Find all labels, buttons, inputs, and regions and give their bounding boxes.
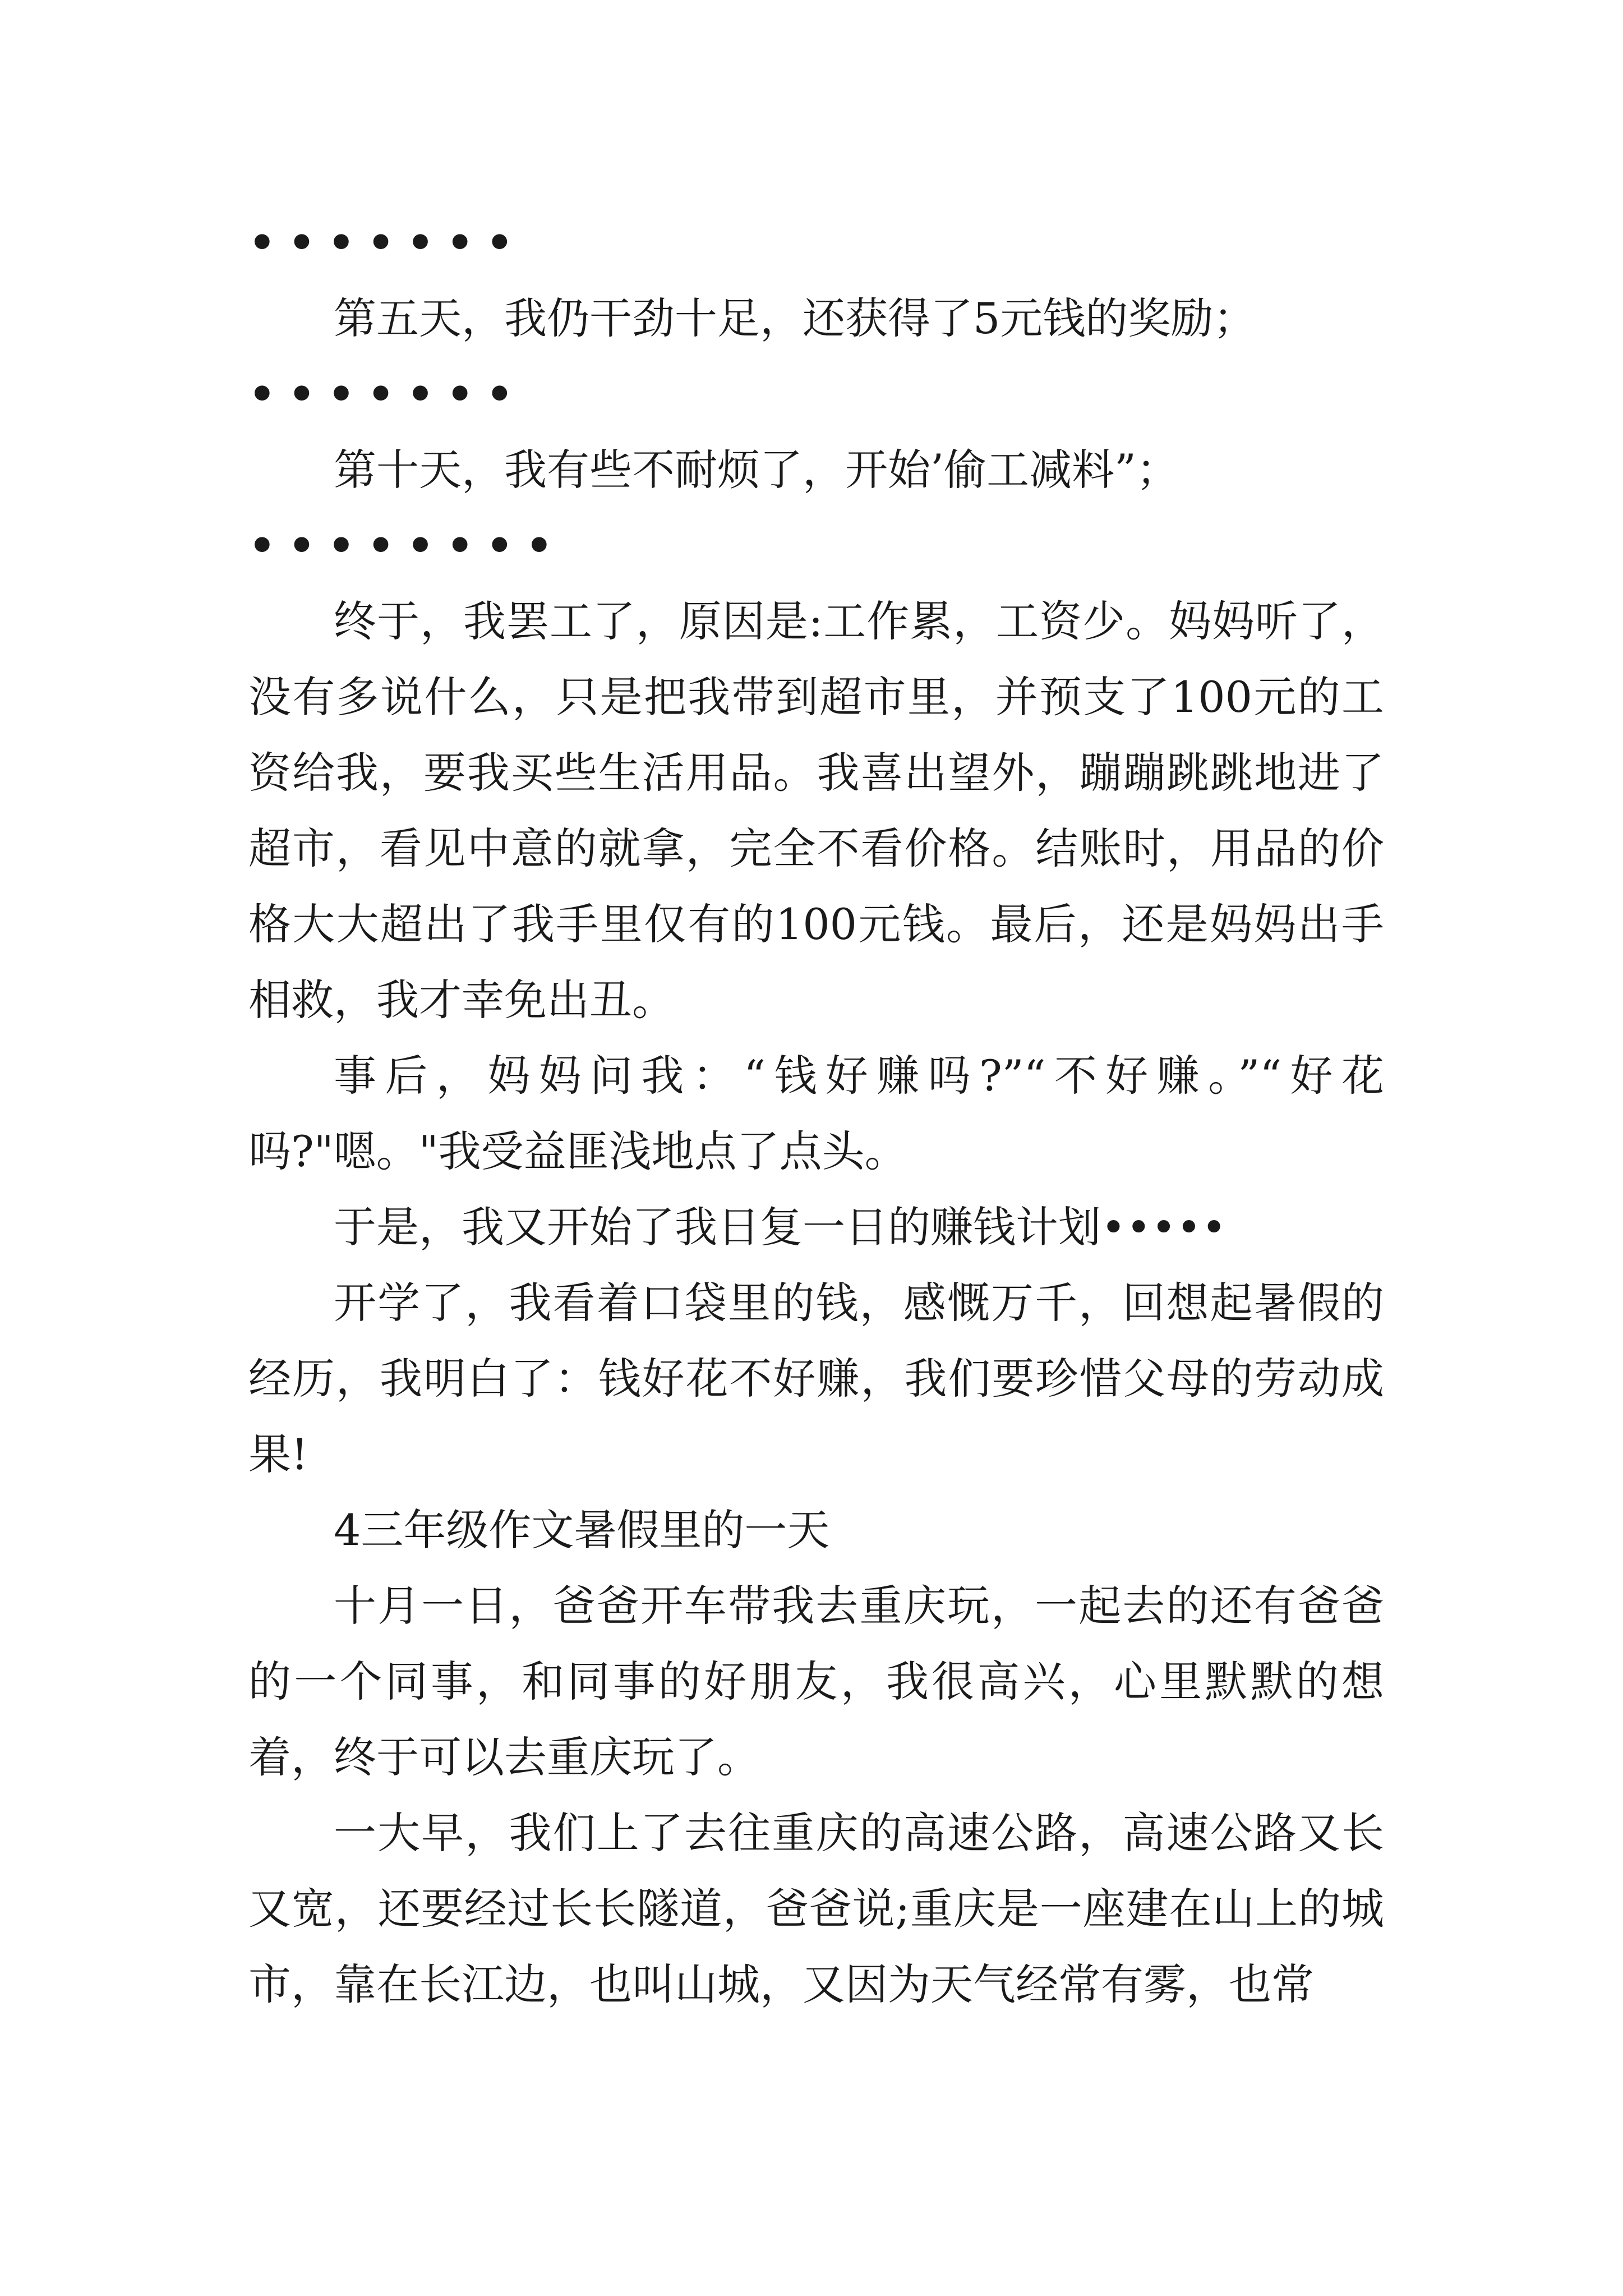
ellipsis-dots: ••••••••: [248, 521, 565, 570]
paragraph: 于是，我又开始了我日复一日的赚钱计划•••••: [334, 1202, 1227, 1252]
paragraph: 第五天，我仍干劲十足，还获得了5元钱的奖励；: [334, 293, 1256, 343]
paragraph: 一大早，我们上了去往重庆的高速公路，高速公路又长又宽，还要经过长长隧道，爸爸说;重庆是一座建在山上的城市，靠在长江边，也叫山城，又因为天气经常有雾，也常: [248, 1808, 1384, 2009]
paragraph: 第十天，我有些不耐烦了，开始’偷工减料”；: [334, 445, 1179, 495]
paragraph: 开学了，我看着口袋里的钱，感慨万千，回想起暑假的经历，我明白了：钱好花不好赚，我们要珍惜父母的劳动成果!: [248, 1278, 1384, 1479]
ellipsis-dots: •••••••: [248, 369, 526, 419]
paragraph: 十月一日，爸爸开车带我去重庆玩，一起去的还有爸爸的一个同事，和同事的好朋友，我很高兴，心里默默的想着，终于可以去重庆玩了。: [248, 1581, 1384, 1782]
paragraph: 终于，我罢工了，原因是:工作累，工资少。妈妈听了，没有多说什么，只是把我带到超市里，并预支了100元的工资给我，要我买些生活用品。我喜出望外，蹦蹦跳跳地进了超市，看见中意的就拿，完全不看价格。结账时，用品的价格大大超出了我手里仅有的100元钱。最后，还是妈妈出手相救，我才幸免出丑。: [248, 596, 1384, 1025]
section-heading: 4三年级作文暑假里的一天: [334, 1505, 830, 1555]
paragraph: 事后，妈妈问我：“钱好赚吗?”“不好赚。”“好花吗?"嗯。"我受益匪浅地点了点头。: [248, 1051, 1384, 1176]
document-body: [248, 205, 1384, 2022]
ellipsis-dots: •••••••: [248, 218, 526, 268]
